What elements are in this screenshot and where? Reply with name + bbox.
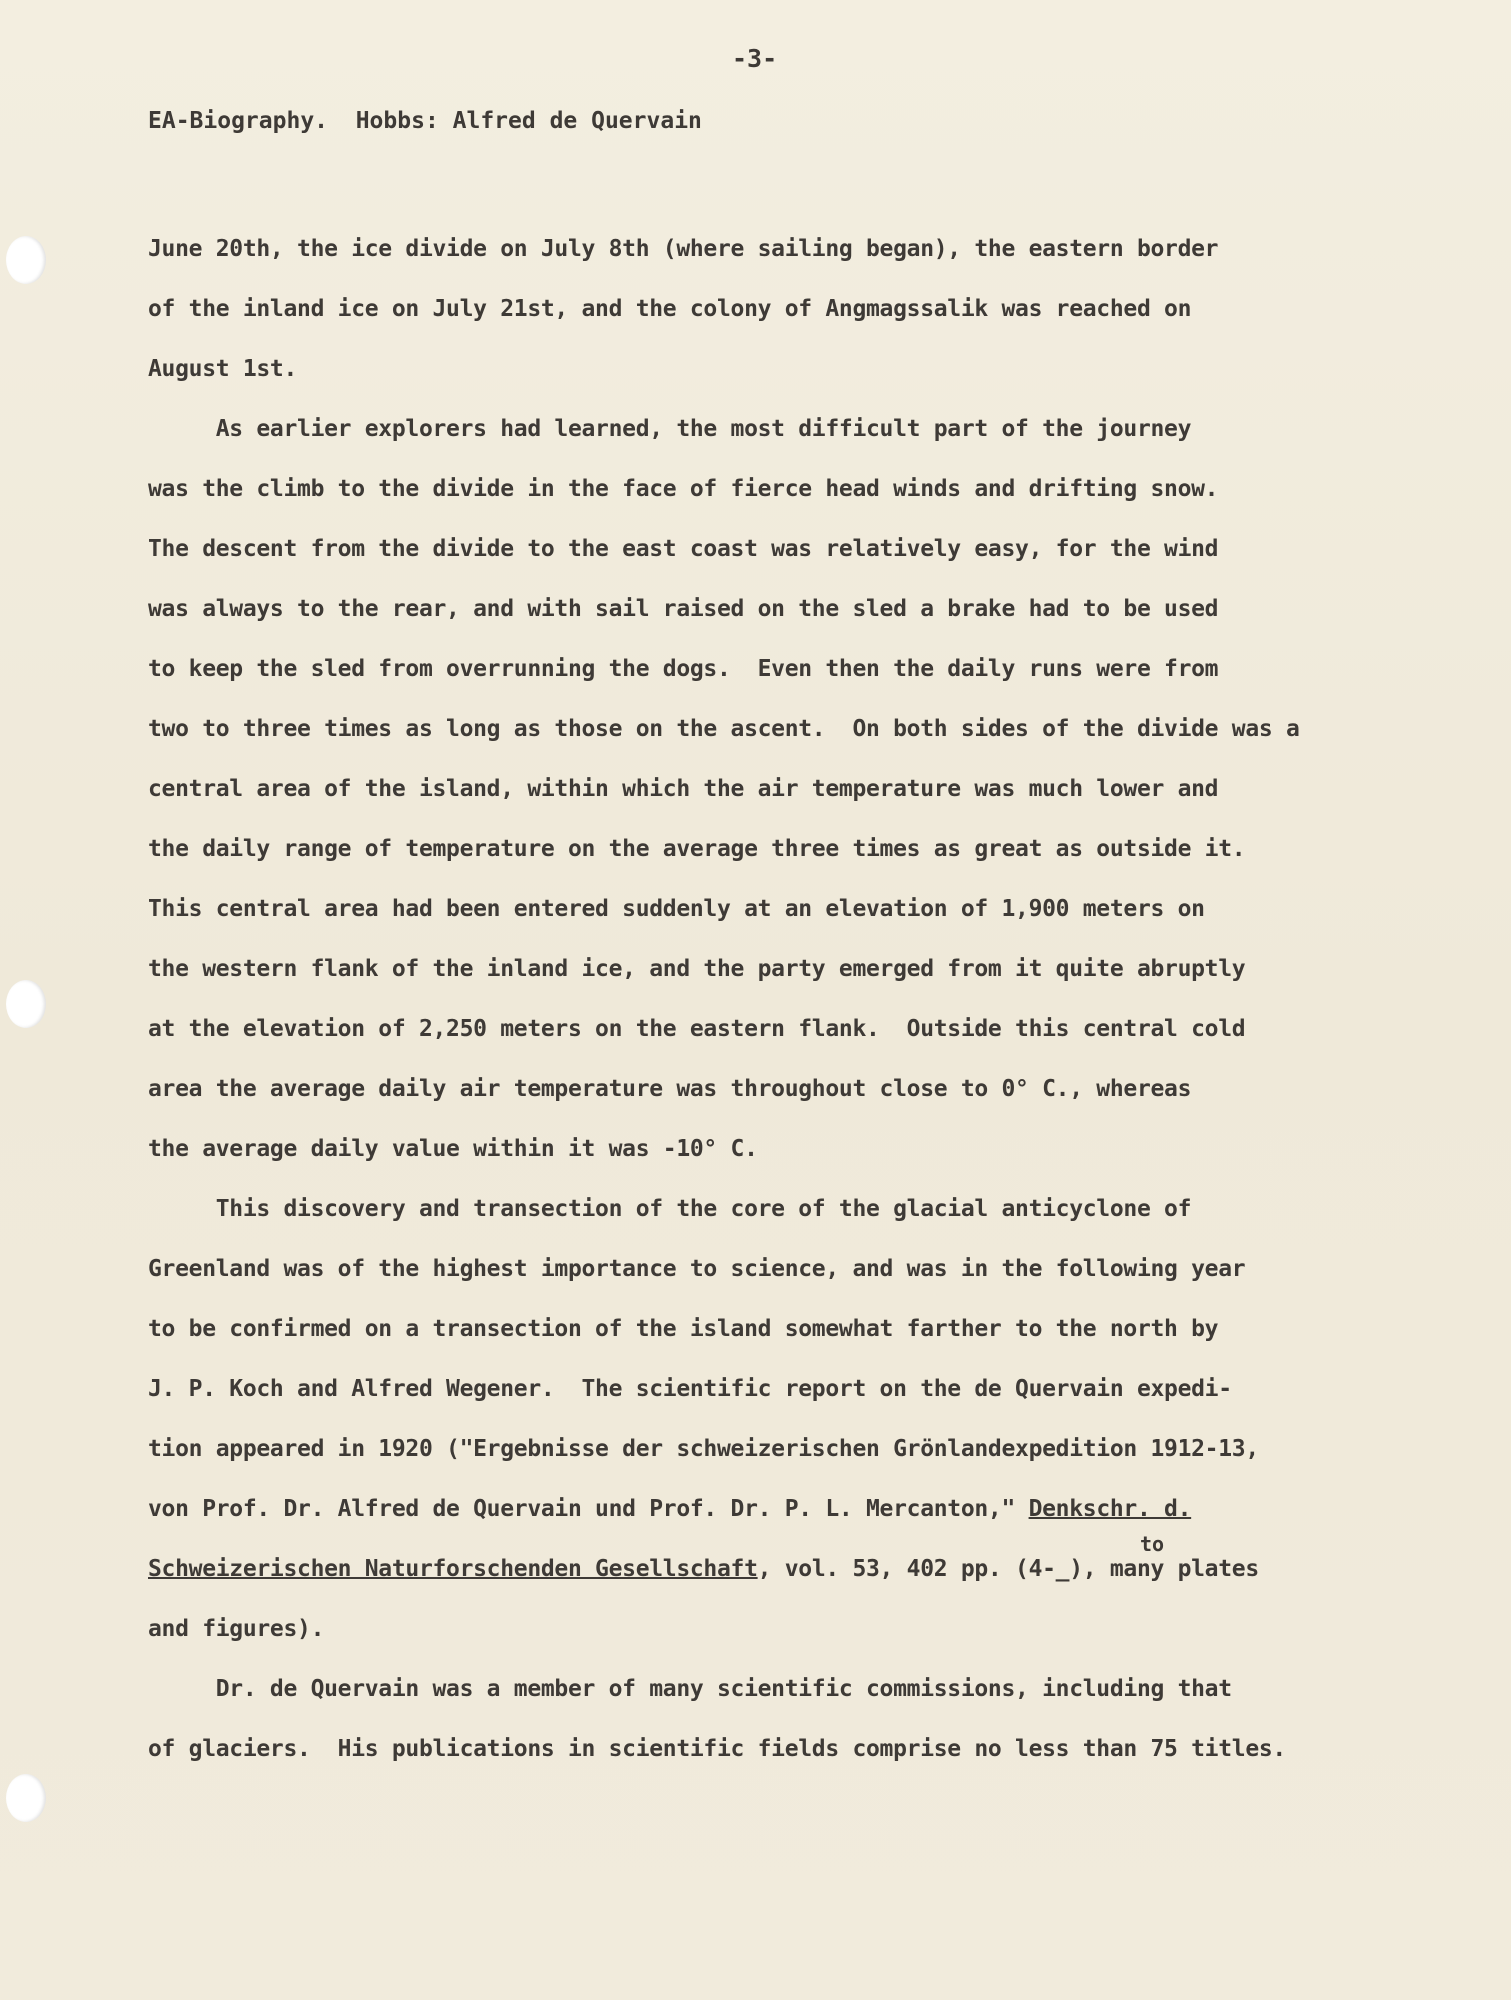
text-line: This discovery and transection of the core of the glacial anticyclone of — [148, 1196, 1192, 1222]
text-line — [148, 1556, 1259, 1582]
text-line: central area of the island, within which the air temperature was much lower and — [148, 776, 1219, 802]
text-line: was the climb to the divide in the face of fierce head winds and drifting snow. — [148, 476, 1219, 502]
text-line: the daily range of temperature on the average three times as great as outside it. — [148, 836, 1246, 862]
text-segment: , vol. 53, 402 pp. (4-_), many plates — [757, 1556, 1259, 1582]
text-line — [148, 1496, 1191, 1522]
text-line: June 20th, the ice divide on July 8th (where sailing began), the eastern border — [148, 236, 1219, 262]
text-line: tion appeared in 1920 ("Ergebnisse der schweizerischen Grönlandexpedition 1912-13, — [148, 1436, 1259, 1462]
text-line: Greenland was of the highest importance to science, and was in the following year — [148, 1256, 1246, 1282]
text-line: the western flank of the inland ice, and the party emerged from it quite abruptly — [148, 956, 1246, 982]
page-number: -3- — [732, 44, 778, 73]
text-line: As earlier explorers had learned, the most difficult part of the journey — [148, 416, 1192, 442]
text-line: to keep the sled from overrunning the dogs. Even then the daily runs were from — [148, 656, 1219, 682]
journal-title: Schweizerischen Naturforschenden Gesellschaft — [148, 1556, 758, 1582]
text-line: the average daily value within it was -10° C. — [148, 1136, 758, 1162]
text-line: to be confirmed on a transection of the island somewhat farther to the north by — [148, 1316, 1219, 1342]
text-line: of glaciers. His publications in scientific fields comprise no less than 75 titles. — [148, 1736, 1286, 1762]
text-line: August 1st. — [148, 356, 298, 382]
text-line: of the inland ice on July 21st, and the colony of Angmagssalik was reached on — [148, 296, 1192, 322]
punch-hole — [6, 236, 46, 284]
text-line: J. P. Koch and Alfred Wegener. The scientific report on the de Quervain expedi- — [148, 1376, 1232, 1402]
text-line: was always to the rear, and with sail raised on the sled a brake had to be used — [148, 596, 1219, 622]
text-line: area the average daily air temperature was throughout close to 0° C., whereas — [148, 1076, 1192, 1102]
punch-hole — [6, 980, 46, 1028]
punch-hole — [6, 1774, 46, 1822]
document-header: EA-Biography. Hobbs: Alfred de Quervain — [148, 108, 702, 134]
text-line: and figures). — [148, 1616, 325, 1642]
superscript-note: to — [1140, 1532, 1165, 1556]
text-line: Dr. de Quervain was a member of many scientific commissions, including that — [148, 1676, 1232, 1702]
text-line: two to three times as long as those on the ascent. On both sides of the divide was a — [148, 716, 1300, 742]
journal-title-part: Denkschr. d. — [1028, 1496, 1192, 1522]
text-line: This central area had been entered suddenly at an elevation of 1,900 meters on — [148, 896, 1205, 922]
text-line: at the elevation of 2,250 meters on the eastern flank. Outside this central cold — [148, 1016, 1246, 1042]
text-segment: von Prof. Dr. Alfred de Quervain und Prof. Dr. P. L. Mercanton," — [148, 1496, 1029, 1522]
text-line: The descent from the divide to the east coast was relatively easy, for the wind — [148, 536, 1219, 562]
